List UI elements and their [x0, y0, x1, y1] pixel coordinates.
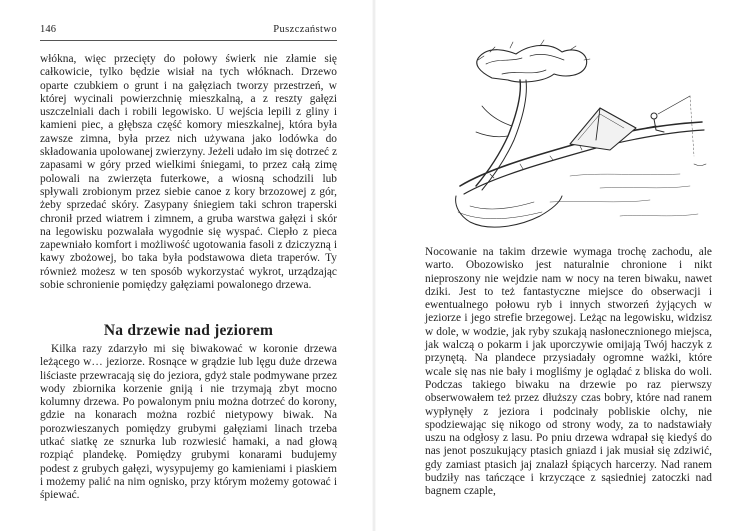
left-text-block-2: [40, 343, 337, 503]
book-gutter: [372, 0, 376, 531]
running-head: Puszczaństwo: [273, 24, 337, 35]
section-heading: Na drzewie nad jeziorem: [103, 322, 274, 339]
tent-on-tree-illustration: [450, 36, 712, 236]
left-paragraph-2: Kilka razy zdarzyło mi się biwakować w koronie drzewa leżącego w… jeziorze. Rosnące w grądzie lub lęgu duże drzewa liściaste przewracają się do jeziora, gdyż stale podmywane przez wody zbiornika korzenie gniją i nie trzymają zbyt mocno kolumny drzewa. Po powalonym pniu można dotrzeć do korony, gdzie na konarach można rozbić nietypowy biwak. Na porozwieszanych pomiędzy grubymi gałęziami linach trzeba utkać siatkę ze sznurka lub rozwiesić hamaki, a nad głową rozpiąć plandekę. Pomiędzy grubymi konarami budujemy podest z grubych gałęzi, wysypujemy go kamieniami i piaskiem i możemy palić na nim ognisko, przy którym możemy gotować i śpiewać.: [40, 343, 337, 502]
right-paragraph-1: Nocowanie na takim drzewie wymaga trochę zachodu, ale warto. Obozowisko jest naturalnie chronione i nikt nieproszony nie wejdzie nam w nocy na teren biwaku, nawet dziki. Jest to też fantastyczne miejsce do obserwacji i ewentualnego połowu ryb i innych stworzeń żyjących w jeziorze i jego strefie brzegowej. Leżąc na legowisku, widzisz w dole, w wodzie, jak ryby szukają nasłonecznionego miejsca, jak walczą o pokarm i jak uporczywie omijają Twój haczyk z przynętą. Na plandece przysiadały ogromne ważki, które wcale się nas nie bały i mogliśmy je oglądać z bliska do woli. Podczas takiego biwaku na drzewie po raz pierwszy obserwowałem też przez dłuższy czas bobry, które nad ranem wypłynęły z jeziora i podcinały pobliskie olchy, nie spodziewając się nikogo od strony wody, za to nadstawiały uszu na odgłosy z lasu. Po pniu drzewa wdrapał się kiedyś do nas jenot poszukujący ptasich gniazd i jak musiał się zdziwić, gdy zamiast ptasich jaj znalazł śpiących harcerzy. Nad ranem budziły nas tańczące i krzyczące z sąsiedniej zatoczki nad bagnem czaple,: [425, 246, 712, 498]
header-rule: [40, 40, 337, 41]
page-header: [40, 24, 337, 40]
left-text-block-1: [40, 53, 337, 292]
left-paragraph-1: włókna, więc przecięty do połowy świerk nie złamie się całkowicie, tylko będzie wisiał na tych włóknach. Drzewo oparte czubkiem o grunt i na gałęziach tworzy przestrzeń, w której wycinali powierzchnię mieszkalną, a z reszty gałęzi uszczelniali dach i robili legowisko. U wejścia lepili z gliny i kamieni piec, a głębsza część komory mieszkalnej, która była zawsze zimna, była przez nich używana jako lodówka do składowania upolowanej zwierzyny. Jeżeli udało im się dotrzeć z zapasami w góry przed wielkimi śniegami, to przez całą zimę polowali na zwierzęta futerkowe, a wiosną schodzili lub spływali zrobionym przez siebie canoe z kory brzozowej z gór, żeby sprzedać skóry. Zasypany śniegiem taki schron traperski chronił przed wiatrem i zimnem, a gruba warstwa gałęzi i skór na legowisku pozwalała wygodnie się wyspać. Ciepło z pieca zapewniało komfort i możliwość ugotowania fasoli z dziczyzną i kawy zbożowej, bo taka była podstawowa dieta traperów. Ty również możesz w ten sposób wykorzystać wykrot, urządzając sobie schronienie pomiędzy gałęziami powalonego drzewa.: [40, 53, 337, 292]
right-text-block: [425, 246, 712, 499]
page-number: 146: [40, 24, 57, 35]
